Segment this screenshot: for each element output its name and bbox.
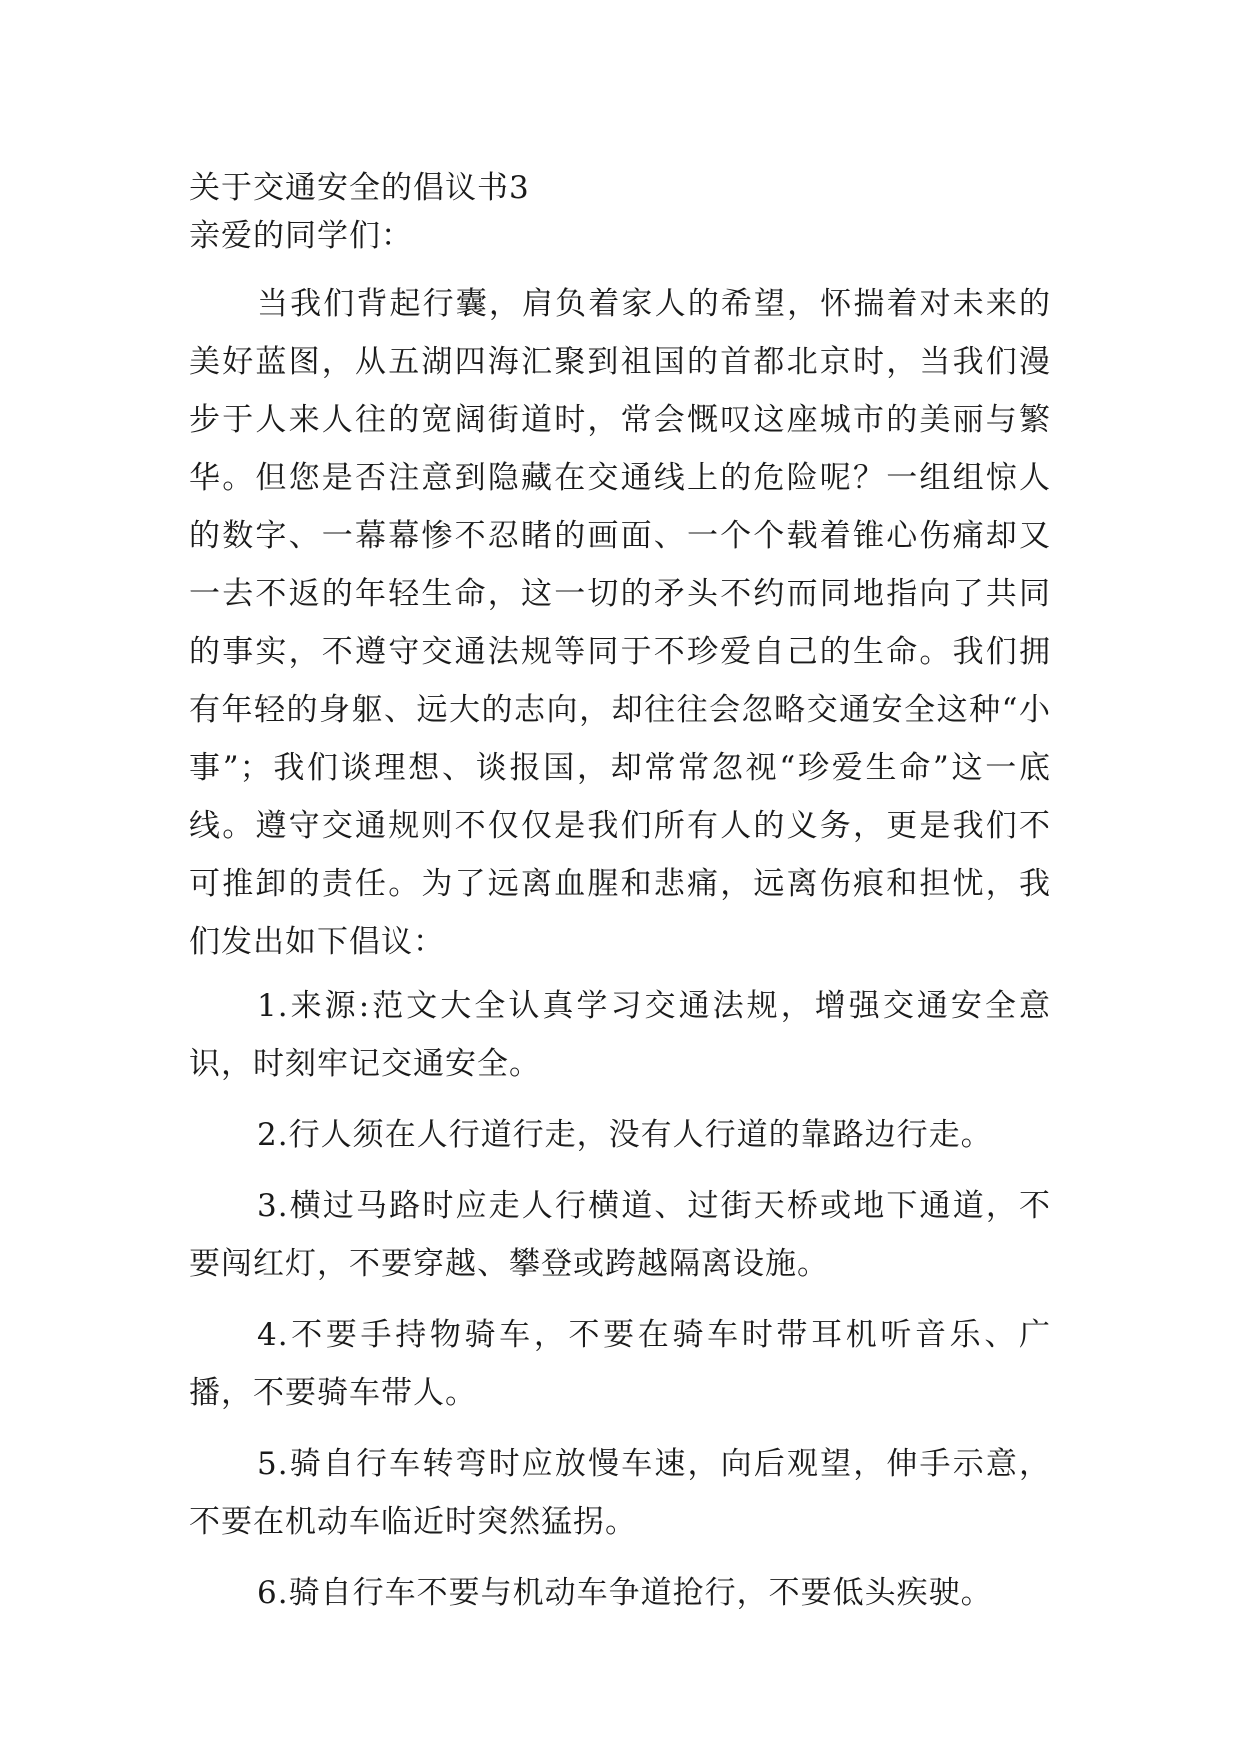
document-body bbox=[189, 165, 1051, 1635]
proposal-item-1: 1.来源:范文大全认真学习交通法规，增强交通安全意识，时刻牢记交通安全。 bbox=[189, 988, 1051, 1082]
body-paragraph: 当我们背起行囊，肩负着家人的希望，怀揣着对未来的美好蓝图，从五湖四海汇聚到祖国的首都北京时，当我们漫步于人来人往的宽阔街道时，常会慨叹这座城市的美丽与繁华。但您是否注意到隐藏在交通线上的危险呢？一组组惊人的数字、一幕幕惨不忍睹的画面、一个个载着锥心伤痛却又一去不返的年轻生命，这一切的矛头不约而同地指向了共同的事实，不遵守交通法规等同于不珍爱自己的生命。我们拥有年轻的身躯、远大的志向，却往往会忽略交通安全这种“小事”；我们谈理想、谈报国，却常常忽视“珍爱生命”这一底线。遵守交通规则不仅仅是我们所有人的义务，更是我们不可推卸的责任。为了远离血腥和悲痛，远离伤痕和担忧，我们发出如下倡议： bbox=[189, 286, 1051, 960]
proposal-item-5: 5.骑自行车转弯时应放慢车速，向后观望，伸手示意，不要在机动车临近时突然猛拐。 bbox=[189, 1446, 1051, 1540]
document-title: 关于交通安全的倡议书3 bbox=[189, 170, 530, 206]
proposal-item-6: 6.骑自行车不要与机动车争道抢行，不要低头疾驶。 bbox=[257, 1575, 993, 1611]
proposal-list bbox=[189, 977, 1051, 1622]
body-section bbox=[189, 275, 1051, 971]
proposal-item-4: 4.不要手持物骑车，不要在骑车时带耳机听音乐、广播，不要骑车带人。 bbox=[189, 1317, 1051, 1411]
salutation: 亲爱的同学们： bbox=[189, 218, 413, 254]
proposal-item-3: 3.横过马路时应走人行横道、过街天桥或地下通道，不要闯红灯，不要穿越、攀登或跨越隔离设施。 bbox=[189, 1188, 1051, 1282]
proposal-item-2: 2.行人须在人行道行走，没有人行道的靠路边行走。 bbox=[257, 1117, 993, 1153]
